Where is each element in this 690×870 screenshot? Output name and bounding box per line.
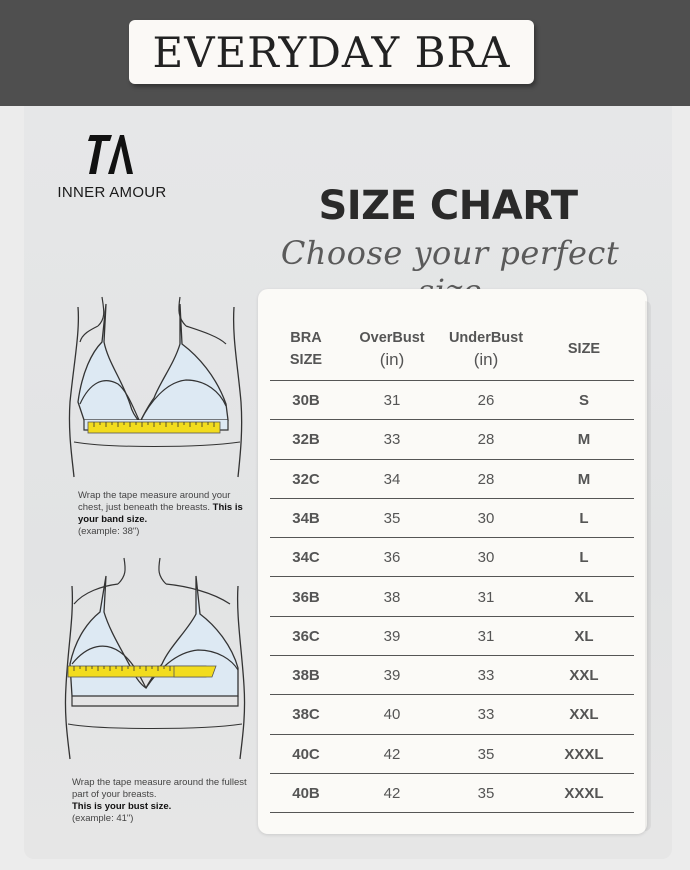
underbust-cell: 30 — [477, 549, 495, 567]
band-size-caption — [78, 490, 248, 538]
underbust-cell: 35 — [477, 785, 495, 802]
size-cell: XXL — [569, 706, 599, 724]
bra-size-cell: 32C — [292, 470, 320, 488]
bra-size-cell: 30B — [292, 392, 320, 409]
brand-name: INNER AMOUR — [57, 184, 167, 201]
band-caption-emphasis: This is your band size. — [78, 502, 243, 525]
size-cell: XXXL — [564, 785, 604, 802]
header-overbust — [348, 327, 436, 372]
bust-size-caption — [72, 777, 247, 825]
size-chart-subtitle: Choose your perfect — [280, 234, 620, 272]
bra-size-cell: 32B — [292, 431, 320, 449]
header-underbust — [442, 327, 530, 372]
size-cell: XL — [574, 588, 594, 606]
band-caption-text: Wrap the tape measure around your chest, just beneath the breasts. — [78, 490, 231, 513]
overbust-cell: 39 — [383, 627, 401, 645]
header-underbust-unit: (in) — [473, 350, 499, 369]
table-row — [270, 381, 634, 420]
size-cell: XXXL — [564, 745, 604, 763]
header-size-label: SIZE — [289, 352, 323, 368]
overbust-cell: 34 — [383, 470, 401, 488]
bust-measurement-illustration — [62, 556, 252, 762]
size-cell: M — [577, 431, 591, 449]
underbust-cell: 30 — [477, 509, 495, 527]
table-row — [270, 656, 634, 695]
size-cell: M — [577, 470, 591, 488]
size-cell: L — [579, 549, 589, 567]
bust-caption-example: (example: 41") — [72, 813, 134, 824]
underbust-cell: 31 — [477, 627, 495, 645]
overbust-cell: 38 — [383, 588, 401, 606]
underbust-cell: 35 — [477, 745, 495, 763]
size-chart-heading: SIZE CHART — [318, 183, 578, 229]
table-row — [270, 460, 634, 499]
header-overbust-label: OverBust — [359, 330, 425, 346]
underbust-cell: 28 — [477, 470, 495, 488]
band-measurement-illustration — [68, 292, 248, 482]
size-table-card — [258, 289, 647, 834]
underbust-cell: 31 — [477, 588, 495, 606]
brand-monogram-icon — [86, 132, 136, 178]
size-cell: XXL — [569, 667, 599, 685]
bra-size-cell: 40B — [292, 785, 320, 802]
header-size: SIZE — [567, 341, 601, 357]
underbust-cell: 28 — [477, 431, 495, 449]
bust-caption-emphasis: This is your bust size. — [72, 801, 172, 812]
band-caption-example: (example: 38") — [78, 526, 140, 537]
header-overbust-unit: (in) — [379, 350, 405, 369]
header-underbust-label: UnderBust — [448, 330, 524, 346]
overbust-cell: 35 — [383, 509, 401, 527]
bra-size-cell: 38B — [292, 667, 320, 685]
underbust-cell: 33 — [477, 706, 495, 724]
table-row — [270, 499, 634, 538]
header-bra-size — [274, 327, 338, 371]
overbust-cell: 40 — [383, 706, 401, 724]
title-banner — [129, 20, 534, 84]
size-cell: XL — [574, 627, 594, 645]
table-row — [270, 735, 634, 774]
bra-size-cell: 40C — [292, 745, 320, 763]
underbust-cell: 33 — [477, 667, 495, 685]
underbust-cell: 26 — [477, 392, 495, 409]
header-bra-label: BRA — [290, 330, 322, 346]
overbust-cell: 31 — [383, 392, 401, 409]
table-row — [270, 695, 634, 734]
brand-logo — [50, 132, 170, 202]
overbust-cell: 33 — [383, 431, 401, 449]
table-row — [270, 538, 634, 577]
table-row — [270, 774, 634, 813]
overbust-cell: 42 — [383, 785, 401, 802]
size-cell: S — [578, 392, 589, 409]
size-cell: L — [579, 509, 589, 527]
bra-size-cell: 36C — [292, 627, 320, 645]
bust-caption-text: Wrap the tape measure around the fullest part of your breasts. — [72, 777, 247, 800]
overbust-cell: 39 — [383, 667, 401, 685]
table-row — [270, 617, 634, 656]
bra-size-cell: 38C — [292, 706, 320, 724]
bra-size-cell: 34B — [292, 509, 320, 527]
bra-size-cell: 34C — [292, 549, 320, 567]
overbust-cell: 42 — [383, 745, 401, 763]
table-header-row — [270, 319, 634, 381]
table-row — [270, 420, 634, 459]
overbust-cell: 36 — [383, 549, 401, 567]
table-row — [270, 578, 634, 617]
bra-size-cell: 36B — [292, 588, 320, 606]
page-title: EVERYDAY BRA — [152, 27, 511, 77]
